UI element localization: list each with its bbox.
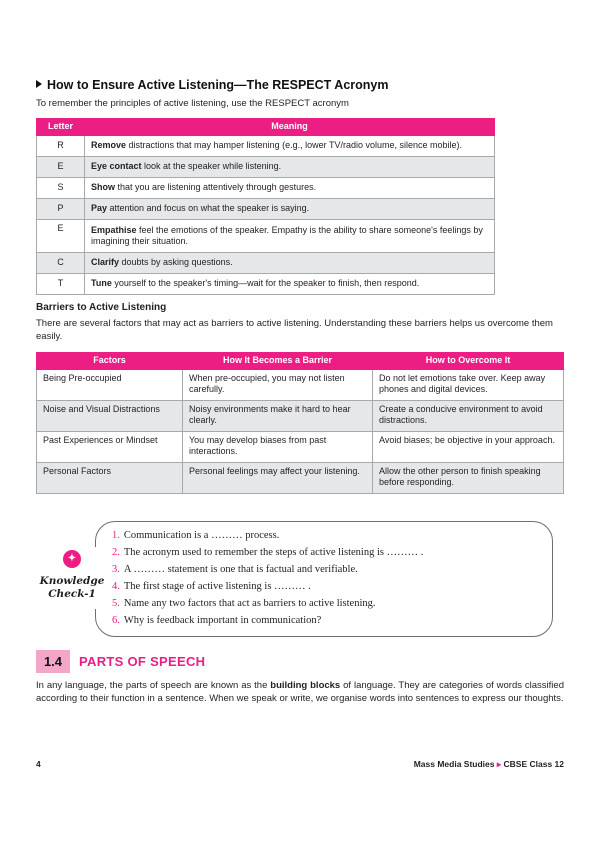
table-row bbox=[37, 463, 564, 494]
list-item: 4. The first stage of active listening is ……… . bbox=[112, 581, 311, 592]
table-row bbox=[37, 157, 495, 178]
letter-cell: C bbox=[37, 253, 85, 274]
letter-cell: R bbox=[37, 136, 85, 157]
list-item: 1. Communication is a ……… process. bbox=[112, 530, 280, 541]
letter-cell: P bbox=[37, 199, 85, 220]
list-item: 5. Name any two factors that act as barriers to active listening. bbox=[112, 598, 376, 609]
barrier-cell: You may develop biases from past interactions. bbox=[183, 432, 373, 463]
meaning-cell: Empathise feel the emotions of the speaker. Empathy is the ability to share someone's feelings by imagining their situation. bbox=[85, 220, 495, 253]
factor-cell: Past Experiences or Mindset bbox=[37, 432, 183, 463]
table-row bbox=[37, 178, 495, 199]
meaning-cell: Clarify doubts by asking questions. bbox=[85, 253, 495, 274]
meaning-cell: Pay attention and focus on what the speaker is saying. bbox=[85, 199, 495, 220]
table-row bbox=[37, 432, 564, 463]
barriers-heading: Barriers to Active Listening bbox=[36, 302, 167, 313]
section-title: PARTS OF SPEECH bbox=[79, 654, 206, 669]
factor-cell: Personal Factors bbox=[37, 463, 183, 494]
table-row bbox=[37, 253, 495, 274]
list-item: 3. A ……… statement is one that is factual and verifiable. bbox=[112, 564, 358, 575]
lightbulb-icon: ✦ bbox=[63, 550, 81, 568]
overcome-cell: Create a conducive environment to avoid distractions. bbox=[373, 401, 564, 432]
table-row bbox=[37, 220, 495, 253]
meaning-cell: Remove distractions that may hamper listening (e.g., lower TV/radio volume, silence mobile). bbox=[85, 136, 495, 157]
overcome-column-header: How to Overcome It bbox=[373, 353, 564, 370]
respect-heading: How to Ensure Active Listening—The RESPECT Acronym bbox=[36, 78, 389, 92]
table-row bbox=[37, 274, 495, 295]
knowledge-check-label: Knowledge Check-1 bbox=[39, 575, 105, 600]
parts-of-speech-paragraph: In any language, the parts of speech are known as the building blocks of language. They are categories of words classified according to their function in a sentence. When we speak or write, we organise words into sentences to express our thoughts. bbox=[36, 680, 564, 705]
respect-table-header bbox=[37, 119, 495, 136]
meaning-cell: Show that you are listening attentively through gestures. bbox=[85, 178, 495, 199]
barrier-cell: Personal feelings may affect your listening. bbox=[183, 463, 373, 494]
factor-cell: Being Pre-occupied bbox=[37, 370, 183, 401]
table-row bbox=[37, 136, 495, 157]
factor-cell: Noise and Visual Distractions bbox=[37, 401, 183, 432]
knowledge-check-questions bbox=[112, 530, 423, 632]
list-item: 2. The acronym used to remember the steps of active listening is ……… . bbox=[112, 547, 424, 558]
overcome-cell: Do not let emotions take over. Keep away phones and digital devices. bbox=[373, 370, 564, 401]
barriers-table-header bbox=[37, 353, 564, 370]
section-heading bbox=[36, 650, 216, 673]
table-row bbox=[37, 370, 564, 401]
overcome-cell: Avoid biases; be objective in your approach. bbox=[373, 432, 564, 463]
barrier-cell: When pre-occupied, you may not listen carefully. bbox=[183, 370, 373, 401]
knowledge-check-badge bbox=[36, 547, 108, 609]
section-number: 1.4 bbox=[36, 650, 70, 673]
factors-column-header: Factors bbox=[37, 353, 183, 370]
letter-cell: E bbox=[37, 157, 85, 178]
table-row bbox=[37, 199, 495, 220]
meaning-cell: Eye contact look at the speaker while listening. bbox=[85, 157, 495, 178]
table-row bbox=[37, 401, 564, 432]
barriers-intro: There are several factors that may act as barriers to active listening. Understanding these barriers helps us overcome them easily. bbox=[36, 318, 553, 342]
respect-intro: To remember the principles of active listening, use the RESPECT acronym bbox=[36, 98, 349, 109]
barriers-table bbox=[36, 352, 564, 494]
page-number: 4 bbox=[36, 759, 41, 769]
overcome-cell: Allow the other person to finish speaking before responding. bbox=[373, 463, 564, 494]
letter-column-header: Letter bbox=[37, 119, 85, 136]
respect-table bbox=[36, 118, 495, 295]
letter-cell: T bbox=[37, 274, 85, 295]
letter-cell: E bbox=[37, 220, 85, 253]
barrier-cell: Noisy environments make it hard to hear clearly. bbox=[183, 401, 373, 432]
triangle-bullet-icon bbox=[36, 80, 42, 88]
meaning-cell: Tune yourself to the speaker's timing—wait for the speaker to finish, then respond. bbox=[85, 274, 495, 295]
barrier-column-header: How It Becomes a Barrier bbox=[183, 353, 373, 370]
meaning-column-header: Meaning bbox=[85, 119, 495, 136]
arrow-icon: ▸ bbox=[496, 759, 502, 769]
footer-title: Mass Media Studies ▸ CBSE Class 12 bbox=[413, 759, 564, 769]
list-item: 6. Why is feedback important in communication? bbox=[112, 615, 322, 626]
letter-cell: S bbox=[37, 178, 85, 199]
